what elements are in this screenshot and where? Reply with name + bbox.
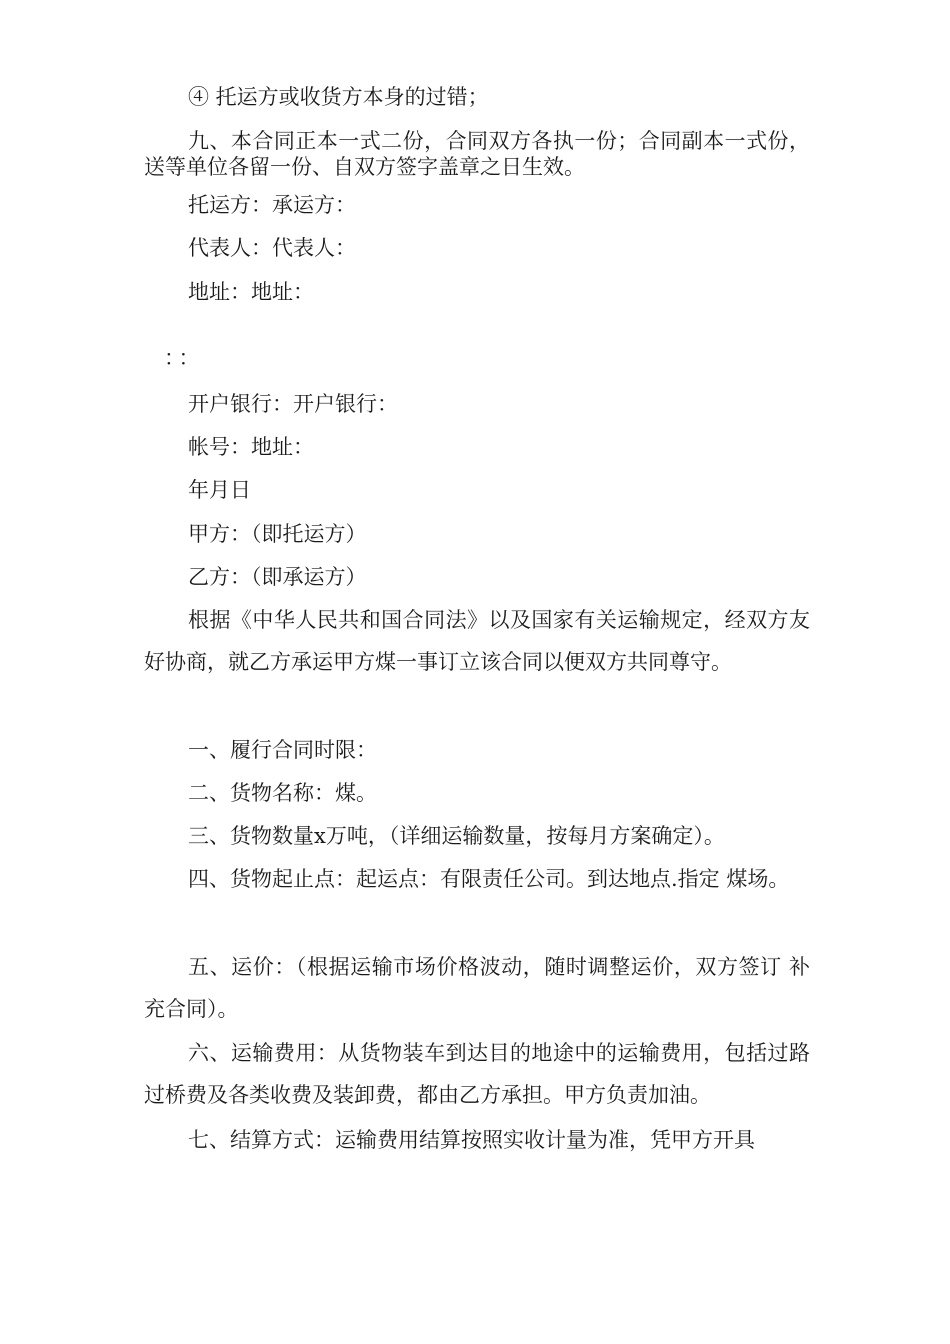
paragraph-address-line: 地址：地址： bbox=[188, 280, 314, 304]
paragraph-date-line: 年月日 bbox=[188, 478, 251, 502]
paragraph-clause-2: 二、货物名称：煤。 bbox=[188, 781, 377, 805]
paragraph-copies-clause: 九、本合同正本一式二份，合同双方各执一份；合同副本一式份，送等单位各留一份、自双方签字盖章之日生效。 bbox=[144, 129, 810, 179]
colon-line: ：： bbox=[164, 346, 204, 370]
paragraph-party-a: 甲方：（即托运方） bbox=[188, 522, 367, 546]
paragraph-clause-6: 六、运输费用：从货物装车到达目的地途中的运输费用，包括过路过桥费及各类收费及装卸费，都由乙方承担。甲方负责加油。 bbox=[144, 1041, 810, 1107]
paragraph-clause-1: 一、履行合同时限： bbox=[188, 738, 377, 762]
paragraph-bank-line: 开户银行：开户银行： bbox=[188, 392, 398, 416]
paragraph-account-line: 帐号：地址： bbox=[188, 435, 314, 459]
paragraph-fault-clause: ④ 托运方或收货方本身的过错； bbox=[188, 85, 489, 109]
paragraph-representative-line: 代表人：代表人： bbox=[188, 236, 356, 260]
paragraph-parties-line: 托运方：承运方： bbox=[188, 193, 356, 217]
paragraph-clause-5: 五、运价：（根据运输市场价格波动，随时调整运价，双方签订 补充合同）。 bbox=[144, 955, 810, 1021]
paragraph-clause-4: 四、货物起止点：起运点：有限责任公司。到达地点.指定 煤场。 bbox=[188, 867, 790, 891]
paragraph-clause-3: 三、货物数量x万吨，（详细运输数量，按每月方案确定）。 bbox=[188, 824, 725, 848]
paragraph-preamble: 根据《中华人民共和国合同法》以及国家有关运输规定，经双方友好协商，就乙方承运甲方煤一事订立该合同以便双方共同尊守。 bbox=[144, 608, 810, 674]
paragraph-clause-7: 七、结算方式：运输费用结算按照实收计量为准，凭甲方开具 bbox=[188, 1128, 755, 1152]
paragraph-party-b: 乙方：（即承运方） bbox=[188, 565, 367, 589]
